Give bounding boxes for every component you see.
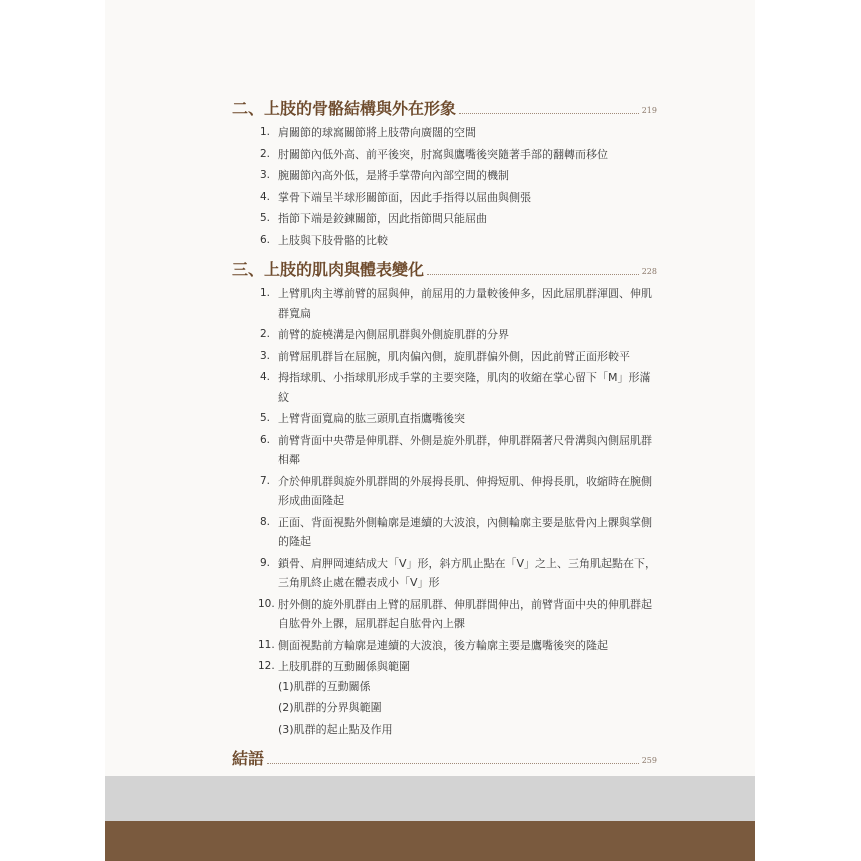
list-item: 8. 正面、背面視點外側輪廓是連續的大波浪，內側輪廓主要是肱骨內上髁與掌側的隆起 bbox=[260, 515, 652, 548]
list-item: 5. 上臂背面寬扁的肱三頭肌直指鷹嘴後突 bbox=[260, 412, 465, 425]
section-title: 結語 bbox=[232, 749, 265, 768]
dotted-leader bbox=[267, 763, 639, 764]
footer-brown-band bbox=[105, 821, 755, 861]
section-heading bbox=[232, 256, 657, 280]
list-item: 12. 上肢肌群的互動關係與範圍 bbox=[258, 660, 410, 673]
list-item: 3. 前臂屈肌群旨在屈腕，肌肉偏內側，旋肌群偏外側，因此前臂正面形較平 bbox=[260, 349, 630, 363]
list-item: 7. 介於伸肌群與旋外肌群間的外展拇長肌、伸拇短肌、伸拇長肌，收縮時在腕側形成曲面隆起 bbox=[260, 474, 652, 507]
list-item: 11. 側面視點前方輪廓是連續的大波浪，後方輪廓主要是鷹嘴後突的隆起 bbox=[258, 638, 608, 652]
page-number: 259 bbox=[641, 756, 657, 765]
section-heading bbox=[232, 95, 657, 119]
list-item: 4. 拇指球肌、小指球肌形成手掌的主要突隆，肌肉的收縮在掌心留下「M」形滿紋 bbox=[260, 371, 651, 404]
list-item: 9. 鎖骨、肩胛岡連結成大「V」形，斜方肌止點在「V」之上、三角肌起點在下，三角肌終止處在體表成小「V」形 bbox=[260, 556, 657, 589]
list-item: 3. 腕關節內高外低，是將手掌帶向內部空間的機制 bbox=[260, 169, 509, 182]
list-item: 4. 掌骨下端呈半球形關節面，因此手指得以屈曲與側張 bbox=[260, 190, 531, 204]
table-of-contents bbox=[232, 95, 657, 769]
sub-list-item: (1)肌群的互動關係 bbox=[278, 679, 371, 693]
section-heading bbox=[232, 745, 657, 769]
list-item: 5. 指節下端是鉸鍊關節，因此指節間只能屈曲 bbox=[260, 212, 487, 225]
section-items bbox=[232, 284, 657, 677]
list-item: 2. 前臂的旋橈溝是內側屈肌群與外側旋肌群的分界 bbox=[260, 328, 509, 341]
dotted-leader bbox=[427, 274, 639, 275]
page-number: 228 bbox=[641, 267, 657, 276]
list-item: 6. 上肢與下肢骨骼的比較 bbox=[260, 233, 388, 247]
sub-items bbox=[232, 677, 657, 740]
section-title: 三、上肢的肌肉與體表變化 bbox=[232, 260, 425, 279]
sub-list-item: (3)肌群的起止點及作用 bbox=[278, 722, 393, 736]
section-title: 二、上肢的骨骼結構與外在形象 bbox=[232, 99, 457, 118]
dotted-leader bbox=[459, 113, 639, 114]
list-item: 2. 肘關節內低外高、前平後突，肘窩與鷹嘴後突隨著手部的翻轉而移位 bbox=[260, 147, 608, 161]
sub-list-item: (2)肌群的分界與範圍 bbox=[278, 701, 382, 714]
page-number: 219 bbox=[641, 106, 657, 115]
list-item: 10. 肘外側的旋外肌群由上臂的屈肌群、伸肌群間伸出，前臂背面中央的伸肌群起自肱骨外上髁，屈肌群起自肱骨內上髁 bbox=[258, 597, 652, 630]
list-item: 1. 上臂肌肉主導前臂的屈與伸，前屈用的力量較後伸多，因此屈肌群渾圓、伸肌群寬扁 bbox=[260, 287, 652, 320]
list-item: 6. 前臂背面中央帶是伸肌群、外側是旋外肌群，伸肌群隔著尺骨溝與內側屈肌群相鄰 bbox=[260, 433, 652, 466]
list-item: 1. 肩關節的球窩關節將上肢帶向廣闊的空間 bbox=[260, 126, 476, 139]
section-items bbox=[232, 123, 657, 250]
footer-gray-band bbox=[105, 776, 755, 821]
